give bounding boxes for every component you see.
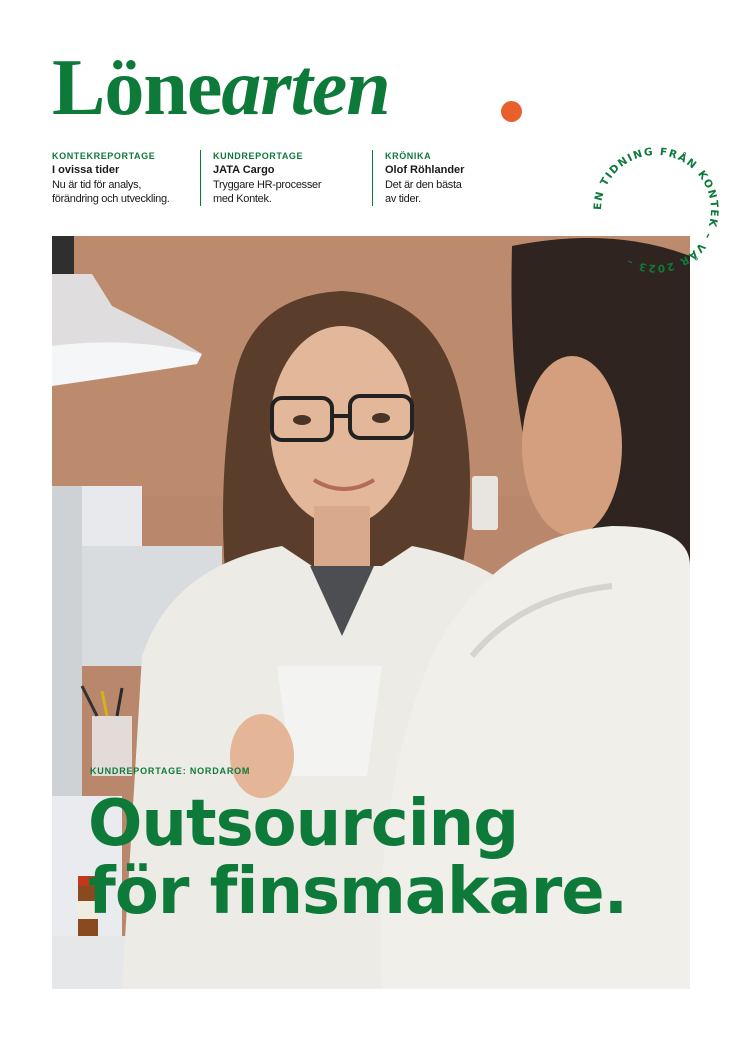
seal-text-path: EN TIDNING FRÅN KONTEK – VÅR 2023 – [591, 145, 721, 275]
teaser-text-line: Nu är tid för analys, [52, 179, 142, 191]
teaser-kicker: KUNDREPORTAGE [213, 151, 304, 161]
teaser-text-line: Tryggare HR-processer [213, 179, 322, 191]
teaser-2[interactable] [200, 150, 372, 206]
teaser-title: JATA Cargo [213, 164, 275, 176]
cover-headline-line: Outsourcing [88, 787, 518, 861]
teaser-title: I ovissa tider [52, 164, 120, 176]
teaser-title: Olof Röhlander [385, 164, 465, 176]
teaser-3[interactable] [372, 150, 542, 206]
masthead-logo [52, 44, 390, 132]
teaser-kicker: KONTEKREPORTAGE [52, 151, 156, 161]
masthead-upright: Löne [52, 44, 222, 132]
masthead-dot [501, 101, 522, 122]
masthead-italic: arten [221, 44, 390, 132]
cover-headline [88, 787, 627, 929]
cover-headline-line: för finsmakare. [88, 855, 627, 929]
teaser-text-line: förändring och utveckling. [52, 193, 170, 205]
teaser-row [52, 150, 542, 206]
seal-text [592, 146, 720, 274]
teaser-text-line: Det är den bästa [385, 179, 462, 191]
teaser-text-line: av tider. [385, 193, 421, 205]
issue-seal [586, 140, 726, 280]
teaser-text-line: med Kontek. [213, 193, 272, 205]
teaser-kicker: KRÖNIKA [385, 151, 432, 161]
teaser-1[interactable] [52, 150, 200, 206]
cover-kicker: KUNDREPORTAGE: NORDAROM [90, 766, 251, 776]
